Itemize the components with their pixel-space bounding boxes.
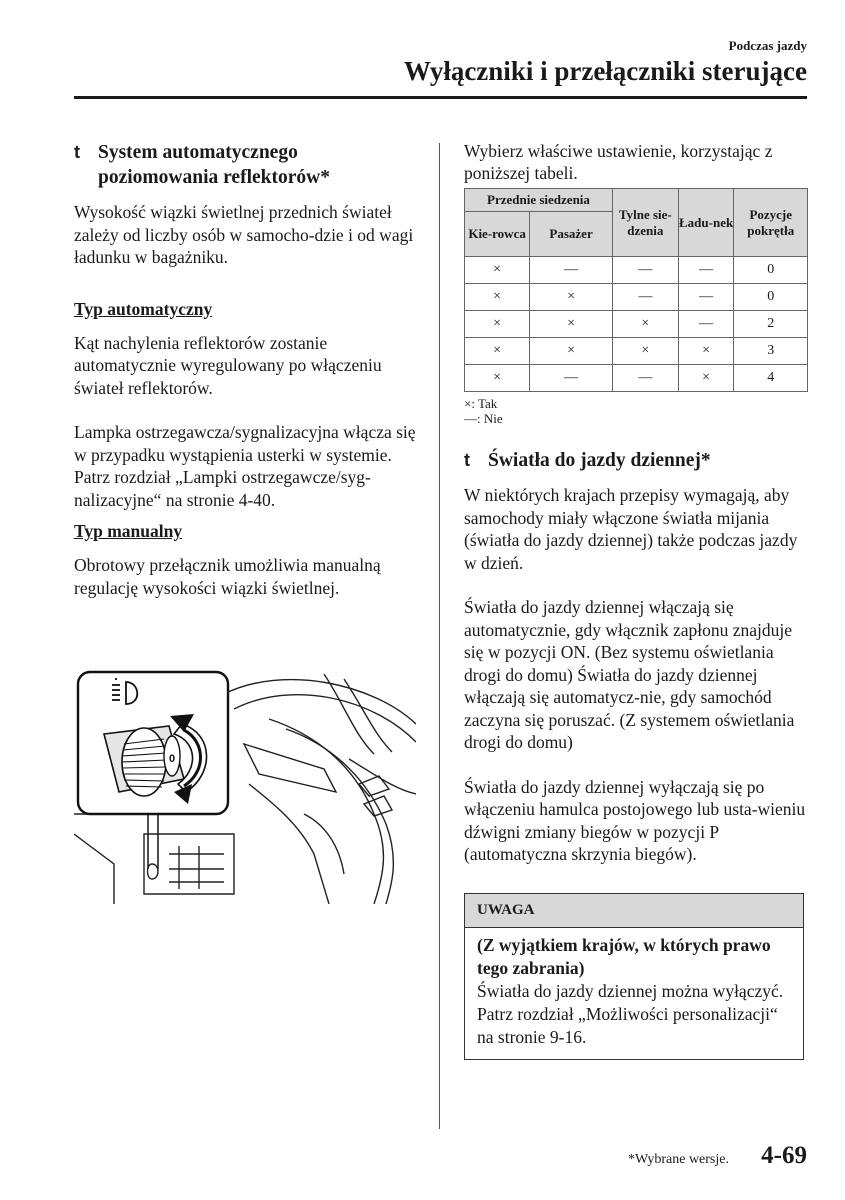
page-number: 4-69 (761, 1142, 807, 1169)
running-header-section: Podczas jazdy (728, 38, 807, 53)
manual-type-subheading: Typ manualny (74, 521, 183, 541)
table-cell: — (612, 257, 678, 284)
note-box-condition: (Z wyjątkiem krajów, w których prawo tego zabrania) (477, 934, 771, 978)
table-cell: × (530, 338, 613, 365)
table-cell: — (612, 365, 678, 392)
legend-yes: ×: Tak (464, 396, 498, 411)
leveling-heading-text (98, 140, 330, 190)
warning-light-paragraph: Lampka ostrzegawcza/sygnalizacyjna włącza się w przypadku wystąpienia usterki w systemie. (74, 422, 416, 465)
table-header-rear-seats: Tylne sie-dzenia (612, 189, 678, 257)
section-bullet-icon: t (74, 142, 80, 162)
drl-section-heading (464, 448, 810, 473)
table-header-cargo: Ładu-nek (678, 189, 734, 257)
table-row (465, 257, 808, 284)
leveling-heading-line1: System automatycznego (98, 142, 298, 163)
drl-paragraph-3: Światła do jazdy dziennej wyłączają się po włączeniu hamulca postojowego lub usta-wieniu dźwigni zmiany biegów w pozycji P (automatyczna skrzynia biegów). (464, 776, 806, 864)
table-row (465, 311, 808, 338)
table-cell: 3 (734, 338, 808, 365)
table-cell: × (678, 365, 734, 392)
table-cell: 0 (734, 257, 808, 284)
drl-paragraph-2: Światła do jazdy dziennej włączają się automatycznie, gdy włącznik zapłonu znajduje się w pozycji ON. (Bez systemu oświetlania drogi do domu) Światła do jazdy dziennej włączają się automatycz-nie, gdy samochód zaczyna się poruszać. (Z systemem oświetlania drogi do domu) (464, 597, 795, 752)
auto-type-paragraph: Kąt nachylenia reflektorów zostanie automatycznie wyregulowany po włączeniu świateł reflektorów. (74, 332, 382, 398)
section-bullet-icon: t (464, 450, 470, 470)
column-divider (439, 143, 440, 1129)
table-cell: — (530, 365, 613, 392)
table-cell: × (678, 338, 734, 365)
table-cell: — (678, 311, 734, 338)
table-cell: × (465, 284, 530, 311)
table-cell: × (465, 257, 530, 284)
page-title: Wyłączniki i przełączniki sterujące (403, 56, 807, 86)
drl-paragraph-1: W niektórych krajach przepisy wymagają, aby samochody miały włączone światła mijania (światła do jazdy dziennej) także podczas jazdy w dzień. (464, 485, 798, 573)
leveling-settings-table (464, 188, 808, 392)
leveling-dial-illustration (74, 664, 416, 904)
dashboard-drawing (74, 664, 416, 904)
table-cell: × (612, 311, 678, 338)
table-cell: — (530, 257, 613, 284)
table-cell: 4 (734, 365, 808, 392)
table-intro-paragraph: Wybierz właściwe ustawienie, korzystając z poniższej tabeli. (464, 141, 773, 183)
table-row (465, 338, 808, 365)
footnote: *Wybrane wersje. (627, 1152, 729, 1167)
drl-heading-text: Światła do jazdy dziennej* (488, 450, 711, 471)
table-cell: × (465, 338, 530, 365)
table-header-front-seats: Przednie siedzenia (465, 189, 613, 212)
table-header-knob-position: Pozycje pokrętła (734, 189, 808, 257)
legend-no: —: Nie (464, 411, 503, 426)
auto-type-subheading: Typ automatyczny (74, 298, 213, 319)
leveling-intro-paragraph: Wysokość wiązki świetlnej przednich świateł zależy od liczby osób w samocho-dzie i od wagi ładunku w bagażniku. (74, 202, 414, 267)
table-cell: — (678, 257, 734, 284)
table-legend (464, 396, 810, 426)
warning-light-reference: Patrz rozdział „Lampki ostrzegawcze/syg-nalizacyjne“ na stronie 4-40. (74, 467, 371, 510)
table-cell: × (530, 311, 613, 338)
table-cell: × (530, 284, 613, 311)
header-rule (74, 96, 807, 99)
note-box-title: UWAGA (465, 894, 803, 928)
note-box-text: Światła do jazdy dziennej można wyłączyć. Patrz rozdział „Możliwości personalizacji“ na stronie 9-16. (477, 980, 784, 1047)
table-row (465, 365, 808, 392)
table-cell: × (465, 365, 530, 392)
table-cell: × (465, 311, 530, 338)
table-cell: 2 (734, 311, 808, 338)
table-cell: 0 (734, 284, 808, 311)
left-column (74, 140, 416, 599)
right-column (464, 140, 810, 1060)
table-header-driver: Kie-rowca (465, 212, 530, 257)
manual-type-paragraph: Obrotowy przełącznik umożliwia manualną regulację wysokości wiązki świetlnej. (74, 555, 381, 598)
table-row (465, 284, 808, 311)
leveling-heading-line2: poziomowania reflektorów* (98, 167, 330, 188)
table-cell: × (612, 338, 678, 365)
table-cell: — (612, 284, 678, 311)
dial-position-label: 0 (169, 753, 176, 765)
note-box (464, 893, 804, 1060)
table-header-passenger: Pasażer (530, 212, 613, 257)
note-box-body (465, 928, 803, 1059)
leveling-section-heading (74, 140, 416, 190)
table-cell: — (678, 284, 734, 311)
